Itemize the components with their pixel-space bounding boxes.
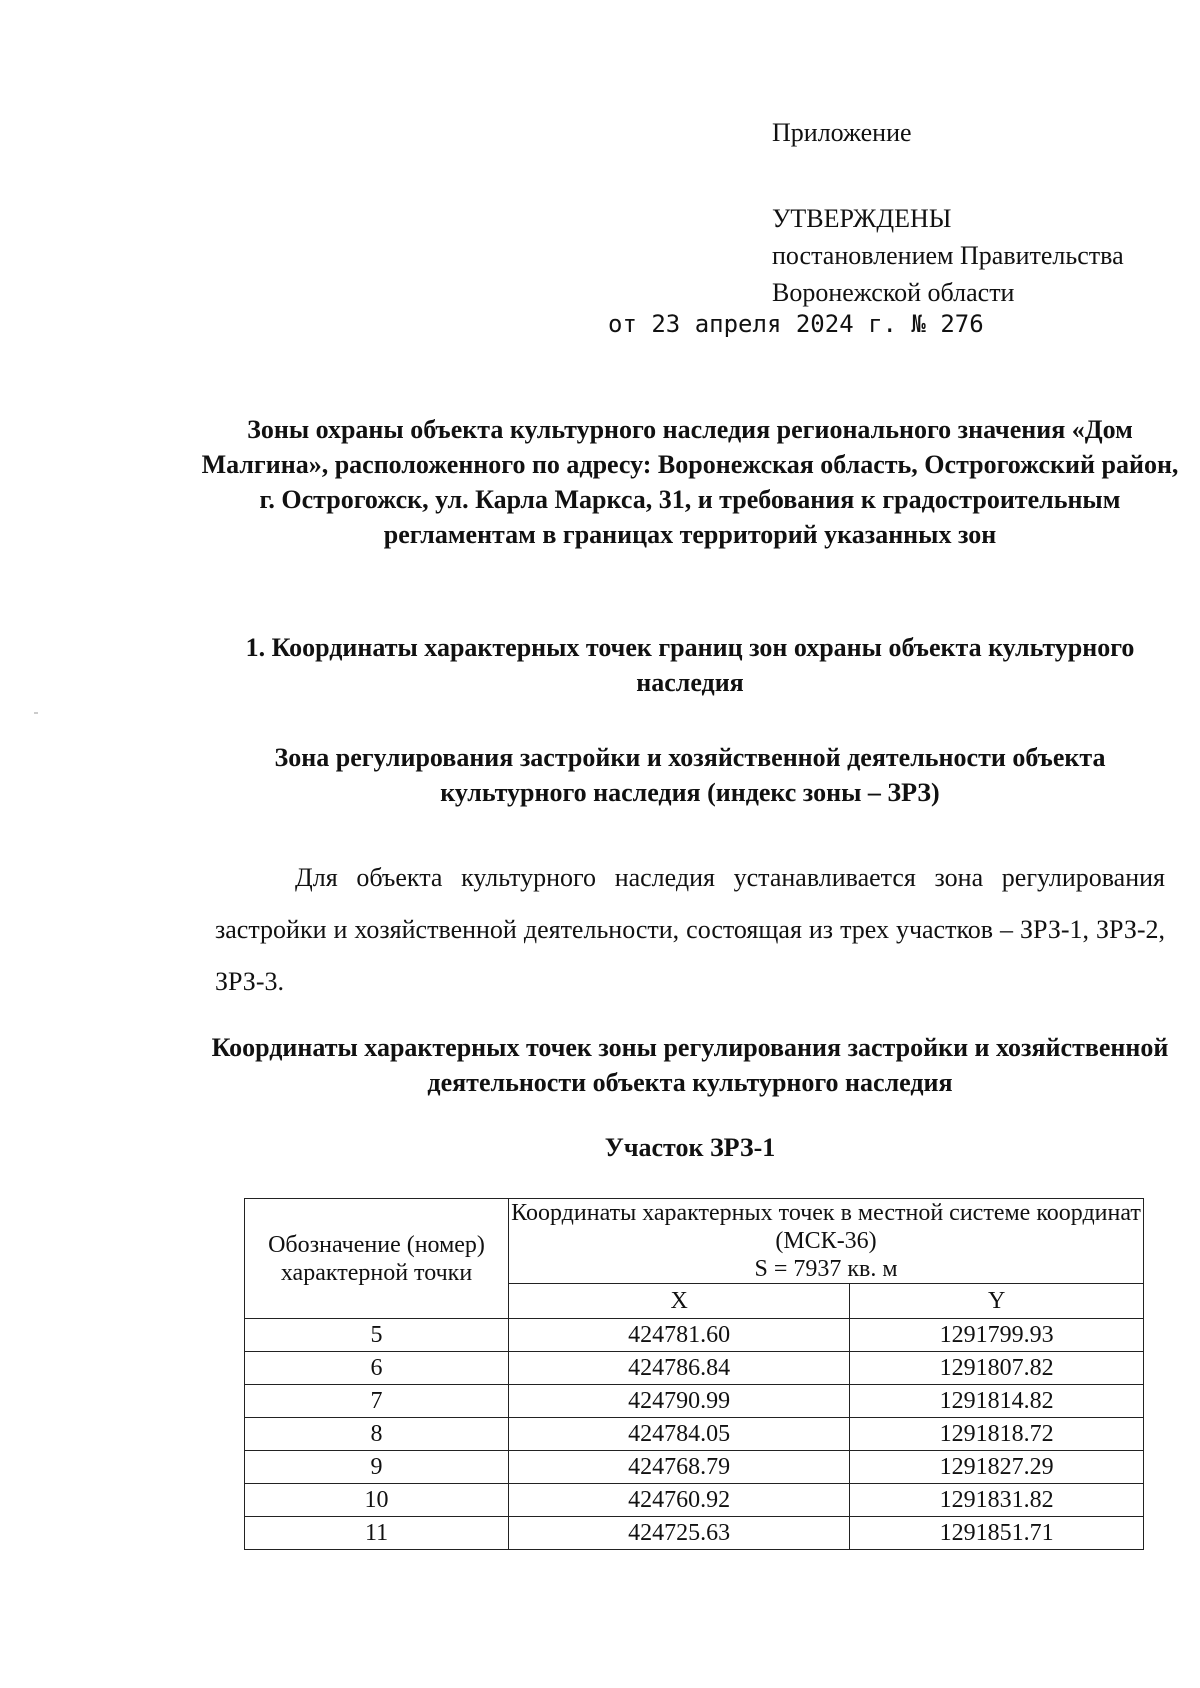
point-y: 1291831.82 [850,1484,1144,1517]
table-row [245,1451,1144,1484]
document-title: Зоны охраны объекта культурного наследия регионального значения «Дом Малгина», расположенного по адресу: Воронежская область, Острогожский район, г. Острогожск, ул. Карла Маркса, 31, и требования к градостроительным регламентам в границах территорий указанных зон [201,415,1179,549]
table-row [245,1517,1144,1550]
point-x: 424768.79 [509,1451,850,1484]
point-number: 10 [245,1484,509,1517]
table-header-row [245,1199,1144,1284]
point-y: 1291814.82 [850,1385,1144,1418]
point-x: 424790.99 [509,1385,850,1418]
point-x: 424760.92 [509,1484,850,1517]
table-row [245,1418,1144,1451]
attachment-label: Приложение [772,118,912,147]
point-y: 1291851.71 [850,1517,1144,1550]
coordinates-heading: Координаты характерных точек зоны регулирования застройки и хозяйственной деятельности объекта культурного наследия [211,1033,1169,1097]
point-x: 424786.84 [509,1352,850,1385]
header-x: X [509,1284,850,1319]
table-row [245,1385,1144,1418]
point-number: 8 [245,1418,509,1451]
zone-heading: Зона регулирования застройки и хозяйственной деятельности объекта культурного наследия (индекс зоны – ЗРЗ) [274,743,1106,807]
point-number: 5 [245,1319,509,1352]
scan-speck [34,712,38,714]
section-1-heading: 1. Координаты характерных точек границ зон охраны объекта культурного наследия [245,633,1135,697]
header-area-text: S = 7937 кв. м [754,1256,898,1282]
approved-by-line-1: постановлением Правительства [772,241,1124,270]
body-paragraph: Для объекта культурного наследия устанавливается зона регулирования застройки и хозяйственной деятельности, состоящая из трех участков – ЗРЗ-1, ЗРЗ-2, ЗРЗ-3. [215,863,1165,996]
point-y: 1291818.72 [850,1418,1144,1451]
approval-block [772,200,1124,311]
point-y: 1291827.29 [850,1451,1144,1484]
point-y: 1291807.82 [850,1352,1144,1385]
approved-label: УТВЕРЖДЕНЫ [772,204,952,233]
header-coords-cell [509,1199,1144,1284]
header-point-cell: Обозначение (номер) характерной точки [245,1199,509,1319]
table-row [245,1352,1144,1385]
point-number: 9 [245,1451,509,1484]
approved-by-line-2: Воронежской области [772,278,1015,307]
point-number: 11 [245,1517,509,1550]
decree-line: от 23 апреля 2024 г. № 276 [608,310,984,338]
point-y: 1291799.93 [850,1319,1144,1352]
point-x: 424781.60 [509,1319,850,1352]
plot-heading: Участок ЗРЗ-1 [604,1133,776,1162]
point-x: 424784.05 [509,1418,850,1451]
table-row [245,1484,1144,1517]
point-number: 6 [245,1352,509,1385]
coordinates-table [244,1198,1144,1550]
table-row [245,1319,1144,1352]
point-number: 7 [245,1385,509,1418]
header-coords-text: Координаты характерных точек в местной системе координат (МСК-36) [511,1200,1141,1254]
header-y: Y [850,1284,1144,1319]
point-x: 424725.63 [509,1517,850,1550]
